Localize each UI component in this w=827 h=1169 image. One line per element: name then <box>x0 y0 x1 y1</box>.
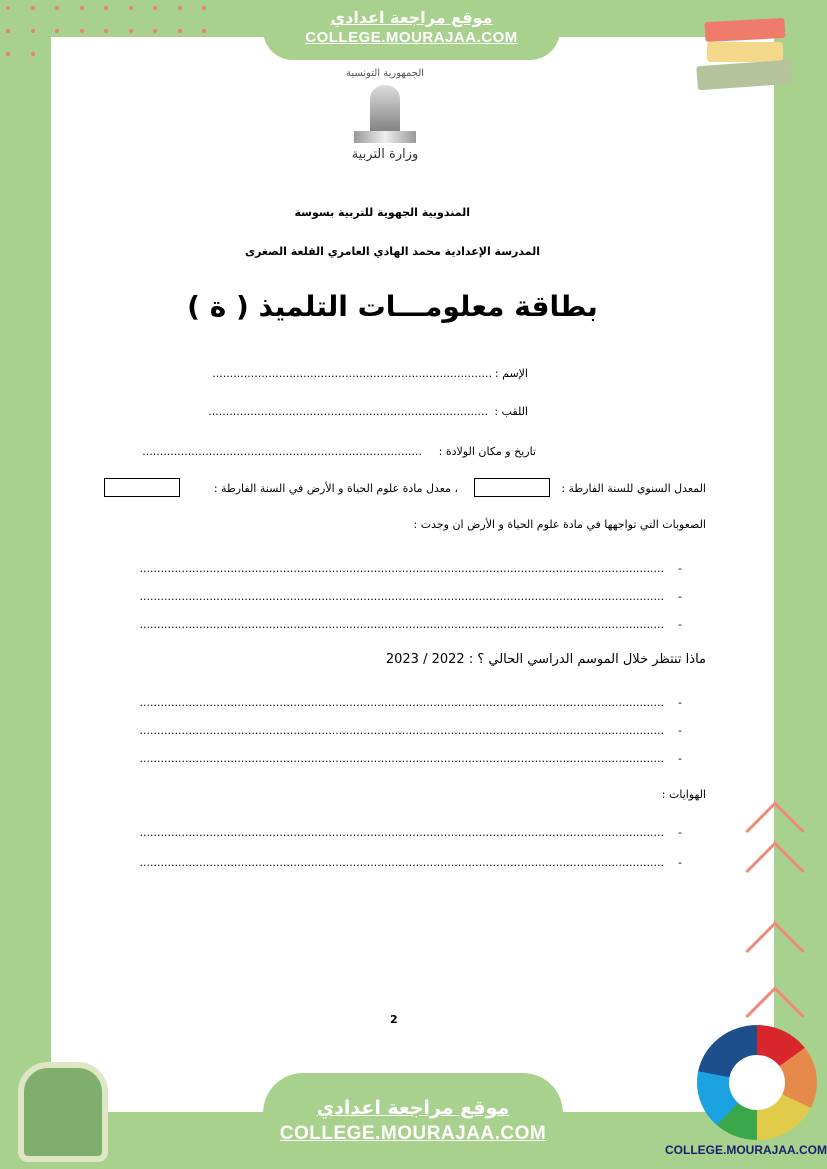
expectation-answer-line[interactable]: ...................................................................................................................................................... <box>139 752 664 765</box>
dot <box>129 29 133 33</box>
site-banner-top[interactable] <box>263 0 560 60</box>
dot <box>202 6 206 10</box>
tunisia-crest <box>340 68 430 186</box>
dot <box>153 29 157 33</box>
site-name: موقع مراجعة اعدادي <box>330 8 493 27</box>
dot <box>104 6 108 10</box>
subjects-wheel-icon <box>697 1025 817 1140</box>
bullet: - <box>678 752 682 765</box>
crest-emblem-icon <box>370 85 400 137</box>
svt-average-label: ، معدل مادة علوم الحياة و الأرض في السنة الفارطة : <box>213 482 458 495</box>
books-icon <box>695 15 800 90</box>
bullet: - <box>678 562 682 575</box>
dot <box>31 52 35 56</box>
dot <box>31 29 35 33</box>
footer-site-url-logo: COLLEGE.MOURAJAA.COM <box>665 1143 827 1157</box>
dot <box>104 29 108 33</box>
bullet: - <box>678 856 682 869</box>
dot <box>55 6 59 10</box>
school-name: المدرسة الإعدادية محمد الهادي العامري القلعة الصغرى <box>245 245 540 258</box>
site-url[interactable]: COLLEGE.MOURAJAA.COM <box>305 29 518 46</box>
dot <box>178 6 182 10</box>
birth-field[interactable]: ................................................................................ <box>142 445 422 458</box>
hobby-answer-line[interactable]: ...................................................................................................................................................... <box>139 826 664 839</box>
difficulty-answer-line[interactable]: ...................................................................................................................................................... <box>139 562 664 575</box>
site-url[interactable]: COLLEGE.MOURAJAA.COM <box>279 1123 547 1144</box>
expectation-answer-line[interactable]: ...................................................................................................................................................... <box>139 696 664 709</box>
bullet: - <box>678 618 682 631</box>
name-label: الإسم : <box>494 367 528 380</box>
bullet: - <box>678 826 682 839</box>
annual-average-label: المعدل السنوي للسنة الفارطة : <box>561 482 706 495</box>
regional-office: المندوبية الجهوية للتربية بسوسة <box>294 206 470 219</box>
site-name: موقع مراجعة اعدادي <box>316 1097 510 1119</box>
republic-label: الجمهورية التونسية <box>345 68 425 79</box>
backpack-icon <box>18 1062 108 1162</box>
page-number: 2 <box>390 1013 398 1026</box>
dot <box>153 6 157 10</box>
bullet: - <box>678 724 682 737</box>
dot <box>202 29 206 33</box>
book-icon <box>354 131 416 143</box>
hobbies-label: الهوايات : <box>661 788 706 801</box>
page-title: بطاقة معلومـــات التلميذ ( ة ) <box>187 290 598 323</box>
dot <box>129 6 133 10</box>
name-field[interactable]: ................................................................................ <box>212 367 492 380</box>
hobby-answer-line[interactable]: ...................................................................................................................................................... <box>139 856 664 869</box>
dot <box>6 6 10 10</box>
bullet: - <box>678 696 682 709</box>
difficulty-answer-line[interactable]: ...................................................................................................................................................... <box>139 618 664 631</box>
chevrons-decoration <box>735 790 815 1030</box>
svt-average-box[interactable] <box>104 478 180 497</box>
dot <box>31 6 35 10</box>
surname-field[interactable]: ................................................................................ <box>208 405 488 418</box>
dot <box>178 29 182 33</box>
annual-average-box[interactable] <box>474 478 550 497</box>
dot <box>55 29 59 33</box>
birth-label: تاريخ و مكان الولادة : <box>438 445 536 458</box>
site-banner-bottom[interactable] <box>263 1073 563 1169</box>
dot <box>80 6 84 10</box>
dot <box>6 52 10 56</box>
surname-label: اللقب : <box>494 405 528 418</box>
bullet: - <box>678 590 682 603</box>
difficulties-label: الصعوبات التي تواجهها في مادة علوم الحياة و الأرض ان وجدت : <box>413 518 706 531</box>
expectation-answer-line[interactable]: ...................................................................................................................................................... <box>139 724 664 737</box>
ministry-label: وزارة التربية <box>351 147 419 162</box>
dot <box>6 29 10 33</box>
expectations-label: ماذا تنتظر خلال الموسم الدراسي الحالي ؟ : 2022 / 2023 <box>385 652 706 667</box>
dot <box>80 29 84 33</box>
difficulty-answer-line[interactable]: ...................................................................................................................................................... <box>139 590 664 603</box>
